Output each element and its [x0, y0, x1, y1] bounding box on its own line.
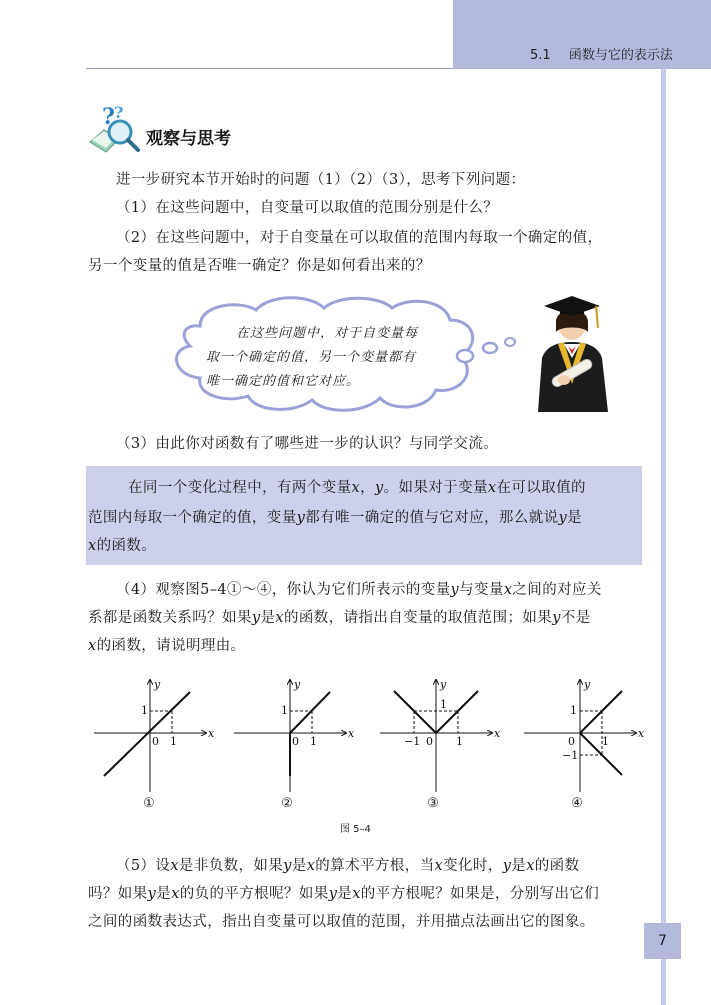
section-number: 5.1: [530, 48, 551, 63]
axis-x-label: x: [208, 727, 215, 740]
def-text: 是: [567, 510, 583, 526]
axis-x-label: x: [638, 727, 645, 740]
q5-text: （5）设: [116, 858, 171, 874]
question-3: （3）由此你对函数有了哪些进一步的认识？与同学交流。: [116, 436, 499, 452]
graph-label-4: ④: [571, 796, 583, 811]
axis-x-label: x: [348, 727, 355, 740]
question-5-line-1: [116, 853, 676, 879]
var-x: x: [351, 480, 361, 496]
graph-4: [524, 678, 645, 792]
origin-label: 0: [292, 735, 299, 748]
var-x: x: [503, 582, 513, 598]
axis-y-label: y: [294, 678, 301, 691]
bubble-line-2: 取一个确定的值，另一个变量都有: [206, 350, 417, 365]
question-2-line-2: 另一个变量的值是否唯一确定？你是如何看出来的？: [88, 258, 431, 274]
q4-text: 不是: [560, 610, 591, 626]
bubble-line-3: 唯一确定的值和它对应。: [206, 374, 361, 389]
def-text: 在同一个变化过程中，有两个变量: [128, 480, 352, 496]
question-4-line-1: [116, 577, 676, 603]
var-x: x: [306, 858, 316, 874]
q5-text: 是: [291, 858, 307, 874]
q4-text: 系都是函数关系吗？如果: [88, 610, 252, 626]
graph-2: [234, 678, 355, 792]
question-4-line-2: [88, 605, 648, 631]
var-y: y: [450, 582, 460, 598]
def-text: 在可以取值的: [496, 480, 586, 496]
q4-text: 之间的对应关: [512, 582, 602, 598]
def-text: 范围内每取一个确定的值，变量: [88, 510, 297, 526]
graduate-student-illustration: [528, 288, 616, 412]
graph-label-3: ③: [427, 796, 439, 811]
definition-line-2: [88, 505, 648, 531]
tick-y-1: 1: [281, 704, 288, 717]
q5-text: 的负的平方根呢？如果: [179, 886, 329, 902]
figure-5-4: [86, 672, 646, 797]
section-title-header: 函数与它的表示法: [568, 48, 673, 63]
tick-x-1: 1: [310, 735, 317, 748]
tick-y-1: 1: [570, 704, 577, 717]
var-x: x: [88, 538, 97, 554]
var-x: x: [526, 858, 535, 874]
var-x: x: [88, 638, 97, 654]
intro-paragraph: 进一步研究本节开始时的问题（1）（2）（3），思考下列问题：: [116, 172, 526, 188]
axis-x-label: x: [494, 727, 501, 740]
var-x: x: [170, 858, 179, 874]
tick-x-1: 1: [602, 735, 609, 748]
question-4-line-3: [88, 633, 648, 659]
svg-text:?: ?: [114, 103, 124, 122]
svg-text:?: ?: [102, 104, 115, 130]
question-5-line-3: 之间的函数表达式，指出自变量可以取值的范围，并用描点法画出它的图象。: [88, 914, 595, 930]
q4-text: 与变量: [459, 582, 504, 598]
axis-y-label: y: [440, 678, 447, 691]
tick-x-1: 1: [170, 735, 177, 748]
var-x: x: [275, 610, 284, 626]
q4-text: 是: [260, 610, 276, 626]
graph-label-1: ①: [143, 796, 155, 811]
graph-3: [380, 678, 501, 792]
def-sep: ，: [360, 480, 375, 496]
header-section: [530, 44, 673, 63]
q5-text: 变化时，: [443, 858, 503, 874]
q5-text: 是非负数，如果: [178, 858, 284, 874]
q5-text: 的函数: [534, 858, 580, 874]
var-y: y: [296, 510, 306, 526]
figure-caption: 图 5–4: [340, 824, 371, 835]
q5-text: 是: [511, 858, 527, 874]
q5-text: 是: [337, 886, 353, 902]
var-x: x: [434, 858, 444, 874]
origin-label: 0: [568, 735, 575, 748]
tick-x-1: 1: [456, 735, 463, 748]
tick-x-neg-1: −1: [404, 735, 421, 748]
var-x: x: [352, 886, 361, 902]
header-rule: [86, 68, 453, 69]
var-x: x: [171, 886, 180, 902]
q5-text: 的算术平方根，当: [315, 858, 435, 874]
section-heading: 观察与思考: [146, 129, 231, 149]
q5-text: 的平方根呢？如果是，分别写出它们: [360, 886, 600, 902]
question-2-line-1: （2）在这些问题中，对于自变量在可以取值的范围内每取一个确定的值，: [116, 230, 603, 246]
var-y: y: [374, 480, 384, 496]
tick-y-1: 1: [440, 698, 447, 711]
bubble-line-1: 在这些问题中，对于自变量每: [236, 326, 419, 341]
origin-label: 0: [152, 735, 159, 748]
question-5-line-2: [88, 881, 648, 907]
def-text: 的函数。: [96, 538, 157, 554]
axis-y-label: y: [154, 678, 161, 691]
origin-label: 0: [426, 735, 433, 748]
q5-text: 是: [156, 886, 172, 902]
var-y: y: [283, 858, 292, 874]
definition-line-1: [128, 475, 648, 501]
axis-y-label: y: [584, 678, 591, 691]
def-text: 。如果对于变量: [383, 480, 488, 496]
magnifier-question-book-icon: [86, 100, 142, 156]
q5-text: 吗？如果: [88, 886, 148, 902]
var-y: y: [552, 610, 561, 626]
var-y: y: [251, 610, 261, 626]
graph-1: [94, 678, 215, 792]
var-y: y: [147, 886, 157, 902]
tick-y-neg-1: −1: [562, 749, 579, 762]
thought-bubble-text: [206, 322, 436, 394]
page-number: 7: [644, 923, 681, 959]
tick-y-1: 1: [141, 704, 148, 717]
var-y: y: [502, 858, 512, 874]
definition-line-3: [88, 533, 648, 559]
graph-label-2: ②: [281, 796, 293, 811]
q4-text: 的函数，请说明理由。: [96, 638, 246, 654]
var-y: y: [558, 510, 568, 526]
var-y: y: [328, 886, 338, 902]
var-x: x: [487, 480, 497, 496]
question-1: （1）在这些问题中，自变量可以取值的范围分别是什么？: [116, 200, 499, 216]
q4-text: （4）观察图5–4①～④，你认为它们所表示的变量: [116, 582, 451, 598]
q4-text: 的函数，请指出自变量的取值范围；如果: [283, 610, 553, 626]
def-text: 都有唯一确定的值与它对应，那么就说: [305, 510, 559, 526]
